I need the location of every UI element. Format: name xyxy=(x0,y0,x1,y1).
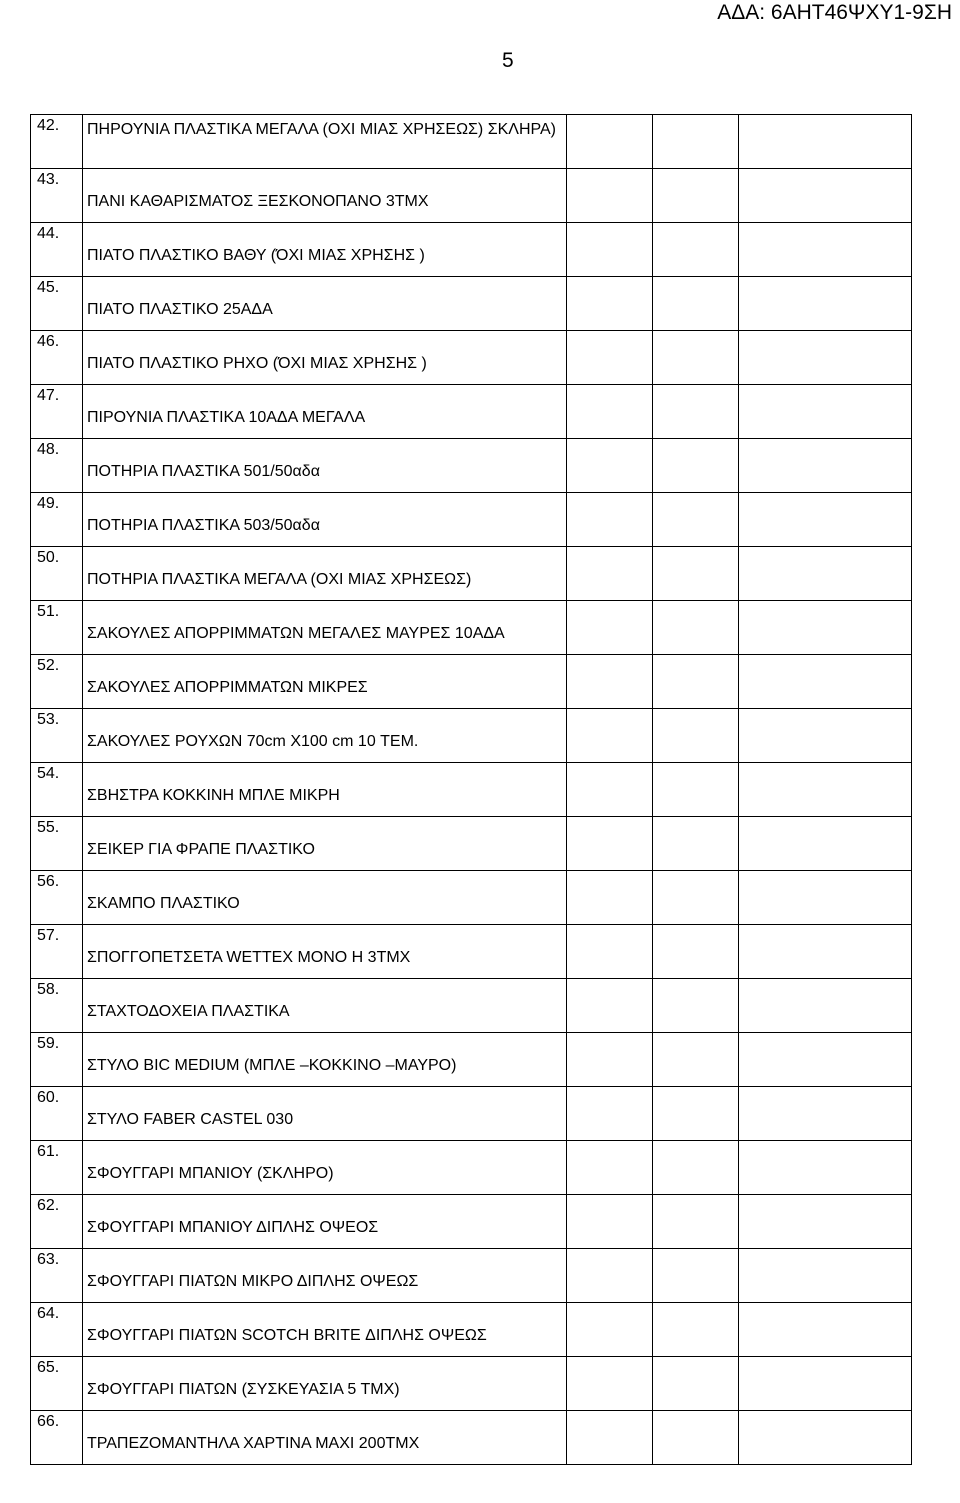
total-cell xyxy=(739,601,912,655)
quantity-cell xyxy=(567,871,653,925)
unit-price-cell xyxy=(653,871,739,925)
total-cell xyxy=(739,439,912,493)
item-number-cell xyxy=(31,1033,83,1087)
total-cell xyxy=(739,1411,912,1465)
item-description-cell xyxy=(83,709,567,763)
unit-price-cell xyxy=(653,601,739,655)
page-number: 5 xyxy=(502,49,514,72)
quantity-cell xyxy=(567,979,653,1033)
unit-price-cell xyxy=(653,1033,739,1087)
item-number: 56. xyxy=(37,873,60,890)
item-description: ΣΤΥΛΟ FABER CASTEL 030 xyxy=(87,1111,294,1128)
quantity-cell xyxy=(567,1411,653,1465)
item-description-cell xyxy=(83,547,567,601)
item-number-cell xyxy=(31,817,83,871)
item-number: 49. xyxy=(37,495,60,512)
item-description: ΠΗΡΟΥΝΙΑ ΠΛΑΣΤΙΚΑ ΜΕΓΑΛΑ (ΟΧΙ ΜΙΑΣ ΧΡΗΣΕΩΣ) ΣΚΛΗΡΑ) xyxy=(87,121,556,138)
item-number: 53. xyxy=(37,711,60,728)
unit-price-cell xyxy=(653,925,739,979)
unit-price-cell xyxy=(653,763,739,817)
item-number-cell xyxy=(31,601,83,655)
item-number: 43. xyxy=(37,171,60,188)
unit-price-cell xyxy=(653,385,739,439)
item-number-cell xyxy=(31,547,83,601)
unit-price-cell xyxy=(653,1411,739,1465)
quantity-cell xyxy=(567,331,653,385)
item-number-cell xyxy=(31,493,83,547)
table-row xyxy=(31,1141,912,1195)
item-description: ΣΦΟΥΓΓΑΡΙ ΠΙΑΤΩΝ ΜΙΚΡΟ ΔΙΠΛΗΣ ΟΨΕΩΣ xyxy=(87,1273,419,1290)
table-row xyxy=(31,223,912,277)
table-row xyxy=(31,1249,912,1303)
items-table xyxy=(30,114,912,1465)
total-cell xyxy=(739,1195,912,1249)
item-description-cell xyxy=(83,1357,567,1411)
total-cell xyxy=(739,223,912,277)
quantity-cell xyxy=(567,223,653,277)
item-description: ΠΙΑΤΟ ΠΛΑΣΤΙΚΟ ΡΗΧΟ (ΌΧΙ ΜΙΑΣ ΧΡΗΣΗΣ ) xyxy=(87,355,427,372)
item-description: ΠΙΑΤΟ ΠΛΑΣΤΙΚΟ ΒΑΘΥ (ΌΧΙ ΜΙΑΣ ΧΡΗΣΗΣ ) xyxy=(87,247,425,264)
document-code: ΑΔΑ: 6ΑΗΤ46ΨΧΥ1-9ΣΗ xyxy=(717,1,952,24)
item-number-cell xyxy=(31,277,83,331)
table-row xyxy=(31,709,912,763)
quantity-cell xyxy=(567,115,653,169)
item-description: ΠΙΡΟΥΝΙΑ ΠΛΑΣΤΙΚΑ 10ΑΔΑ ΜΕΓΑΛΑ xyxy=(87,409,366,426)
quantity-cell xyxy=(567,1033,653,1087)
item-description-cell xyxy=(83,1249,567,1303)
total-cell xyxy=(739,115,912,169)
item-number: 47. xyxy=(37,387,60,404)
item-description: ΣΤΑΧΤΟΔΟΧΕΙΑ ΠΛΑΣΤΙΚΑ xyxy=(87,1003,290,1020)
item-number-cell xyxy=(31,1303,83,1357)
item-description: ΣΚΑΜΠΟ ΠΛΑΣΤΙΚΟ xyxy=(87,895,240,912)
item-number-cell xyxy=(31,1195,83,1249)
item-number-cell xyxy=(31,763,83,817)
item-number-cell xyxy=(31,331,83,385)
total-cell xyxy=(739,925,912,979)
item-number: 64. xyxy=(37,1305,60,1322)
item-number: 62. xyxy=(37,1197,60,1214)
total-cell xyxy=(739,277,912,331)
quantity-cell xyxy=(567,1249,653,1303)
table-row xyxy=(31,169,912,223)
item-description: ΠΙΑΤΟ ΠΛΑΣΤΙΚΟ 25ΑΔΑ xyxy=(87,301,273,318)
item-description-cell xyxy=(83,439,567,493)
quantity-cell xyxy=(567,1141,653,1195)
item-description-cell xyxy=(83,655,567,709)
item-number-cell xyxy=(31,169,83,223)
total-cell xyxy=(739,331,912,385)
table-row xyxy=(31,1303,912,1357)
table-row xyxy=(31,979,912,1033)
table-row xyxy=(31,655,912,709)
item-description: ΠΑΝΙ ΚΑΘΑΡΙΣΜΑΤΟΣ ΞΕΣΚΟΝΟΠΑΝΟ 3ΤΜΧ xyxy=(87,193,429,210)
total-cell xyxy=(739,817,912,871)
item-number: 55. xyxy=(37,819,60,836)
item-number: 46. xyxy=(37,333,60,350)
item-description: ΣΤΥΛΟ BIC MEDIUM (ΜΠΛΕ –ΚΟΚΚΙΝΟ –ΜΑΥΡΟ) xyxy=(87,1057,457,1074)
quantity-cell xyxy=(567,493,653,547)
table-row xyxy=(31,925,912,979)
quantity-cell xyxy=(567,547,653,601)
item-description: ΠΟΤΗΡΙΑ ΠΛΑΣΤΙΚΑ 503/50αδα xyxy=(87,517,320,534)
item-description: ΣΕΙΚΕΡ ΓΙΑ ΦΡΑΠΕ ΠΛΑΣΤΙΚΟ xyxy=(87,841,315,858)
unit-price-cell xyxy=(653,547,739,601)
item-number-cell xyxy=(31,439,83,493)
item-number: 44. xyxy=(37,225,60,242)
item-description: ΣΒΗΣΤΡΑ ΚΟΚΚΙΝΗ ΜΠΛΕ ΜΙΚΡΗ xyxy=(87,787,340,804)
quantity-cell xyxy=(567,1195,653,1249)
item-description: ΤΡΑΠΕΖΟΜΑΝΤΗΛΑ ΧΑΡΤΙΝΑ ΜΑΧΙ 200ΤΜΧ xyxy=(87,1435,420,1452)
item-description-cell xyxy=(83,169,567,223)
item-description-cell xyxy=(83,1195,567,1249)
item-number-cell xyxy=(31,925,83,979)
quantity-cell xyxy=(567,817,653,871)
item-description-cell xyxy=(83,1411,567,1465)
table-row xyxy=(31,547,912,601)
unit-price-cell xyxy=(653,169,739,223)
item-description-cell xyxy=(83,925,567,979)
item-description-cell xyxy=(83,1033,567,1087)
table-row xyxy=(31,1357,912,1411)
item-description-cell xyxy=(83,385,567,439)
total-cell xyxy=(739,979,912,1033)
item-description-cell xyxy=(83,331,567,385)
item-number: 48. xyxy=(37,441,60,458)
total-cell xyxy=(739,763,912,817)
item-number: 42. xyxy=(37,117,60,134)
item-description-cell xyxy=(83,601,567,655)
item-number: 50. xyxy=(37,549,60,566)
item-number: 61. xyxy=(37,1143,60,1160)
unit-price-cell xyxy=(653,439,739,493)
unit-price-cell xyxy=(653,655,739,709)
quantity-cell xyxy=(567,439,653,493)
total-cell xyxy=(739,493,912,547)
item-number-cell xyxy=(31,1411,83,1465)
unit-price-cell xyxy=(653,1087,739,1141)
total-cell xyxy=(739,1303,912,1357)
item-description-cell xyxy=(83,871,567,925)
item-description-cell xyxy=(83,817,567,871)
table-row xyxy=(31,871,912,925)
unit-price-cell xyxy=(653,1357,739,1411)
item-number-cell xyxy=(31,223,83,277)
table-row xyxy=(31,763,912,817)
table-row xyxy=(31,439,912,493)
item-description-cell xyxy=(83,277,567,331)
table-row xyxy=(31,1195,912,1249)
total-cell xyxy=(739,871,912,925)
table-row xyxy=(31,277,912,331)
total-cell xyxy=(739,709,912,763)
quantity-cell xyxy=(567,601,653,655)
quantity-cell xyxy=(567,1357,653,1411)
item-description-cell xyxy=(83,763,567,817)
unit-price-cell xyxy=(653,115,739,169)
item-description: ΣΠΟΓΓΟΠΕΤΣΕΤΑ WETTEX ΜΟΝΟ Η 3ΤΜΧ xyxy=(87,949,411,966)
item-description: ΣΑΚΟΥΛΕΣ ΑΠΟΡΡΙΜΜΑΤΩΝ ΜΕΓΑΛΕΣ ΜΑΥΡΕΣ 10ΑΔΑ xyxy=(87,625,505,642)
table-row xyxy=(31,1087,912,1141)
total-cell xyxy=(739,169,912,223)
table-row xyxy=(31,385,912,439)
item-number-cell xyxy=(31,1141,83,1195)
quantity-cell xyxy=(567,763,653,817)
total-cell xyxy=(739,547,912,601)
unit-price-cell xyxy=(653,979,739,1033)
item-description: ΣΦΟΥΓΓΑΡΙ ΜΠΑΝΙΟΥ ΔΙΠΛΗΣ ΟΨΕΟΣ xyxy=(87,1219,379,1236)
item-description-cell xyxy=(83,1303,567,1357)
item-description: ΠΟΤΗΡΙΑ ΠΛΑΣΤΙΚΑ ΜΕΓΑΛΑ (ΟΧΙ ΜΙΑΣ ΧΡΗΣΕΩΣ) xyxy=(87,571,472,588)
table-row xyxy=(31,331,912,385)
unit-price-cell xyxy=(653,1195,739,1249)
item-description: ΣΑΚΟΥΛΕΣ ΑΠΟΡΡΙΜΜΑΤΩΝ ΜΙΚΡΕΣ xyxy=(87,679,368,696)
item-description-cell xyxy=(83,115,567,169)
quantity-cell xyxy=(567,1303,653,1357)
unit-price-cell xyxy=(653,223,739,277)
item-number-cell xyxy=(31,1087,83,1141)
unit-price-cell xyxy=(653,1249,739,1303)
item-number: 45. xyxy=(37,279,60,296)
total-cell xyxy=(739,1249,912,1303)
unit-price-cell xyxy=(653,1141,739,1195)
table-row xyxy=(31,817,912,871)
item-number: 63. xyxy=(37,1251,60,1268)
quantity-cell xyxy=(567,1087,653,1141)
item-description-cell xyxy=(83,223,567,277)
items-table-body xyxy=(31,115,912,1465)
item-number: 52. xyxy=(37,657,60,674)
item-description: ΣΦΟΥΓΓΑΡΙ ΠΙΑΤΩΝ SCOTCH BRITE ΔΙΠΛΗΣ ΟΨΕΩΣ xyxy=(87,1327,487,1344)
table-row xyxy=(31,115,912,169)
item-number: 54. xyxy=(37,765,60,782)
total-cell xyxy=(739,1033,912,1087)
item-number-cell xyxy=(31,1357,83,1411)
quantity-cell xyxy=(567,385,653,439)
item-description: ΣΦΟΥΓΓΑΡΙ ΜΠΑΝΙΟΥ (ΣΚΛΗΡΟ) xyxy=(87,1165,334,1182)
quantity-cell xyxy=(567,277,653,331)
total-cell xyxy=(739,1357,912,1411)
quantity-cell xyxy=(567,925,653,979)
table-row xyxy=(31,493,912,547)
quantity-cell xyxy=(567,655,653,709)
total-cell xyxy=(739,1087,912,1141)
item-number: 59. xyxy=(37,1035,60,1052)
item-description: ΣΑΚΟΥΛΕΣ ΡΟΥΧΩΝ 70cm X100 cm 10 ΤΕΜ. xyxy=(87,733,419,750)
item-description-cell xyxy=(83,493,567,547)
item-number-cell xyxy=(31,871,83,925)
table-row xyxy=(31,601,912,655)
item-description-cell xyxy=(83,979,567,1033)
item-number: 66. xyxy=(37,1413,60,1430)
item-number: 51. xyxy=(37,603,60,620)
item-description: ΠΟΤΗΡΙΑ ΠΛΑΣΤΙΚΑ 501/50αδα xyxy=(87,463,320,480)
table-row xyxy=(31,1411,912,1465)
unit-price-cell xyxy=(653,817,739,871)
total-cell xyxy=(739,385,912,439)
item-description-cell xyxy=(83,1141,567,1195)
unit-price-cell xyxy=(653,493,739,547)
quantity-cell xyxy=(567,709,653,763)
item-number: 65. xyxy=(37,1359,60,1376)
unit-price-cell xyxy=(653,709,739,763)
item-number-cell xyxy=(31,709,83,763)
total-cell xyxy=(739,655,912,709)
item-number: 57. xyxy=(37,927,60,944)
table-row xyxy=(31,1033,912,1087)
item-number-cell xyxy=(31,655,83,709)
item-number: 60. xyxy=(37,1089,60,1106)
quantity-cell xyxy=(567,169,653,223)
total-cell xyxy=(739,1141,912,1195)
item-number: 58. xyxy=(37,981,60,998)
item-number-cell xyxy=(31,1249,83,1303)
item-number-cell xyxy=(31,115,83,169)
unit-price-cell xyxy=(653,277,739,331)
item-description: ΣΦΟΥΓΓΑΡΙ ΠΙΑΤΩΝ (ΣΥΣΚΕΥΑΣΙΑ 5 ΤΜΧ) xyxy=(87,1381,400,1398)
item-description-cell xyxy=(83,1087,567,1141)
unit-price-cell xyxy=(653,1303,739,1357)
item-number-cell xyxy=(31,979,83,1033)
unit-price-cell xyxy=(653,331,739,385)
item-number-cell xyxy=(31,385,83,439)
